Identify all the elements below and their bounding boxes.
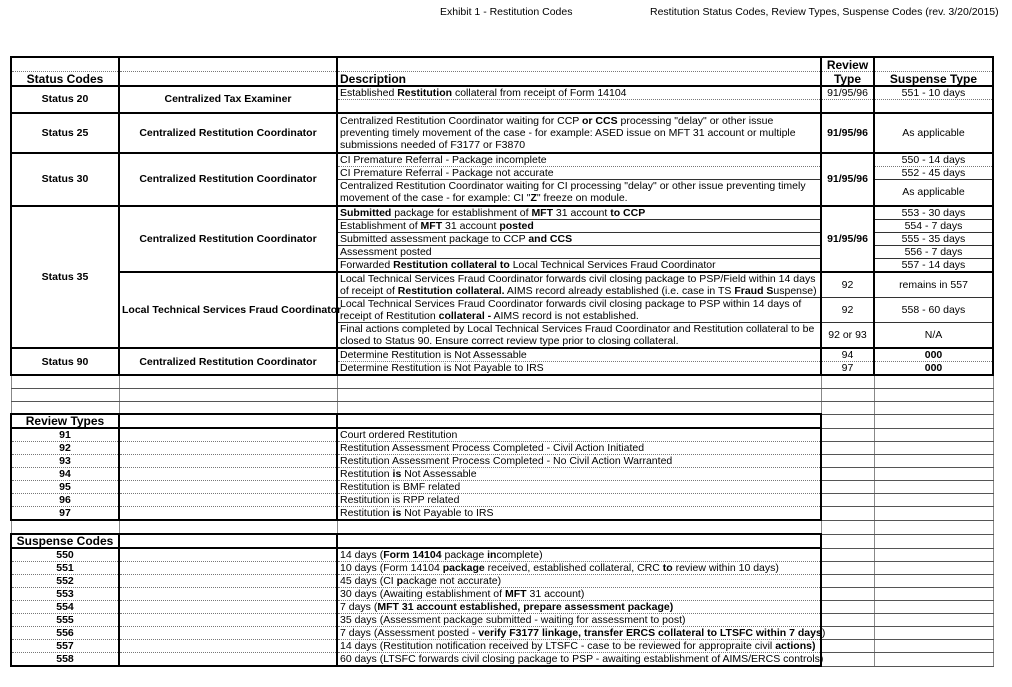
review-type: 92	[821, 298, 874, 323]
text-run: 31 account)	[526, 588, 585, 600]
review-types-row	[11, 468, 993, 481]
text-run: Forwarded	[340, 259, 394, 271]
code-description	[337, 468, 821, 481]
empty-cell	[874, 414, 993, 428]
empty-cell	[874, 455, 993, 468]
text-run: 31 account	[442, 220, 500, 232]
empty-cell	[874, 601, 993, 614]
suspense-type: As applicable	[874, 179, 993, 206]
text-run: to CCP	[610, 207, 646, 219]
empty-cell	[874, 401, 993, 414]
suspense-type: N/A	[874, 323, 993, 349]
suspense-type: 556 - 7 days	[874, 246, 993, 259]
text-run: package for establishment of	[391, 207, 532, 219]
status-code: Status 20	[11, 86, 119, 113]
empty-cell	[821, 494, 874, 507]
suspense-type: 558 - 60 days	[874, 298, 993, 323]
empty-cell	[337, 375, 821, 388]
text-run: actions)	[775, 640, 816, 652]
text-run: 7 days (	[340, 601, 378, 613]
empty-cell	[119, 601, 337, 614]
text-run: Assessment	[340, 246, 398, 258]
text-run: " freeze on module.	[536, 192, 628, 205]
responsible-role: Local Technical Services Fraud Coordinator	[119, 272, 337, 348]
review-type: 92 or 93	[821, 323, 874, 349]
suspense-type: 553 - 30 days	[874, 206, 993, 220]
code-description	[337, 494, 821, 507]
suspense-type: 551 - 10 days	[874, 86, 993, 100]
empty-cell	[119, 481, 337, 494]
suspense-codes-title-row	[11, 534, 993, 548]
empty-cell	[119, 548, 337, 562]
empty-cell	[874, 534, 993, 548]
empty-cell	[874, 640, 993, 653]
suspense-codes-row	[11, 653, 993, 667]
text-run: assessment package to CCP	[387, 233, 529, 245]
code-description	[337, 614, 821, 627]
description	[337, 179, 821, 206]
code: 552	[11, 575, 119, 588]
empty-cell	[821, 481, 874, 494]
text-run: Establishment of	[340, 220, 421, 232]
suspense-codes-row	[11, 575, 993, 588]
review-types-title-row	[11, 414, 993, 428]
empty-cell	[11, 388, 119, 401]
suspense-codes-row	[11, 588, 993, 601]
code: 551	[11, 562, 119, 575]
empty-cell	[119, 468, 337, 481]
empty-cell	[874, 428, 993, 442]
text-run: in	[487, 549, 497, 561]
empty-cell	[11, 375, 119, 388]
text-run: Centralized Restitution Coordinator waiting for CCP	[340, 114, 583, 127]
status-30-row	[11, 153, 993, 167]
text-run: posted	[499, 220, 534, 232]
code: 550	[11, 548, 119, 562]
text-run: AIMS record is not established.	[491, 310, 639, 322]
empty-cell	[821, 548, 874, 562]
empty-cell	[11, 520, 119, 534]
empty-cell	[821, 428, 874, 442]
description	[337, 233, 821, 246]
text-run: Restitution collateral to	[393, 259, 510, 271]
blank-row	[11, 401, 993, 414]
suspense-type: 550 - 14 days	[874, 153, 993, 167]
header-spacer	[119, 57, 337, 71]
text-run: MFT 31 account established, prepare assessment package)	[377, 601, 674, 613]
text-run: MFT	[420, 220, 443, 232]
empty-cell	[821, 588, 874, 601]
empty-cell	[11, 401, 119, 414]
code: 93	[11, 455, 119, 468]
restitution-codes-sheet	[10, 56, 992, 667]
suspense-type: As applicable	[874, 113, 993, 153]
text-run: review within 10 days)	[672, 562, 779, 574]
text-run: Restitution Assessment Process Completed - Civil Action Initiated	[340, 442, 645, 454]
responsible-role: Centralized Restitution Coordinator	[119, 113, 337, 153]
empty-cell	[874, 520, 993, 534]
empty-cell	[119, 653, 337, 667]
text-run: Not Assessable	[401, 468, 477, 480]
text-run: MFT	[504, 588, 527, 600]
section-title: Suspense Codes	[11, 534, 119, 548]
text-run: Submitted	[340, 207, 392, 219]
review-type: 94	[821, 348, 874, 362]
review-types-row	[11, 481, 993, 494]
code-description	[337, 562, 821, 575]
header-row	[11, 71, 993, 86]
header-spacer	[874, 57, 993, 71]
empty-cell	[119, 520, 337, 534]
text-run: verify F3177 linkage, transfer ERCS collateral to LTSFC within 7 days	[478, 627, 822, 639]
suspense-codes-row	[11, 627, 993, 640]
status-35-row	[11, 272, 993, 298]
text-run: 45 days (CI	[340, 575, 397, 587]
empty-cell	[821, 442, 874, 455]
text-run: Restitution Assessment Process Completed - No Civil Action Warranted	[340, 455, 673, 467]
empty-cell	[119, 494, 337, 507]
responsible-role: Centralized Restitution Coordinator	[119, 153, 337, 207]
review-types-row	[11, 442, 993, 455]
status-code: Status 90	[11, 348, 119, 375]
empty-cell	[119, 640, 337, 653]
text-run: Restitution is RPP related	[340, 494, 460, 506]
empty-cell	[119, 442, 337, 455]
code: 554	[11, 601, 119, 614]
empty-cell	[874, 375, 993, 388]
suspense-type: 557 - 14 days	[874, 259, 993, 273]
empty-cell	[821, 601, 874, 614]
code: 96	[11, 494, 119, 507]
empty-cell	[874, 388, 993, 401]
code: 91	[11, 428, 119, 442]
empty-cell	[119, 588, 337, 601]
text-run: CI Premature Referral - Package not accurate	[340, 166, 554, 179]
review-type: 91/95/96	[821, 113, 874, 153]
code: 553	[11, 588, 119, 601]
suspense-type: 000	[874, 348, 993, 362]
text-run: processing "delay" or other issue preventing timely movement of the case - for example: ASED issue on MFT 31 account or multiple submissions needed of F3177 or F3870	[340, 114, 796, 151]
text-run: Local Technical Services Fraud Coordinator forwards civil closing package to PSP within 14 days of receipt of Restitution	[340, 298, 802, 322]
description	[337, 220, 821, 233]
description	[337, 113, 821, 153]
suspense-codes-row	[11, 562, 993, 575]
empty-cell	[874, 468, 993, 481]
status-35-row	[11, 206, 993, 220]
description	[337, 348, 821, 362]
exhibit-title: Exhibit 1 - Restitution Codes	[440, 6, 573, 18]
empty-cell	[119, 388, 337, 401]
review-type: 97	[821, 362, 874, 376]
empty-cell	[874, 575, 993, 588]
text-run: p	[396, 575, 404, 587]
review-types-row	[11, 428, 993, 442]
review-types-row	[11, 494, 993, 507]
text-run: 14 days (Restitution notification received by LTSFC - case to be reviewed for appropraite civil	[340, 640, 776, 652]
code-description	[337, 428, 821, 442]
description	[337, 272, 821, 298]
status-20-row	[11, 86, 993, 100]
text-run: Form 14104	[383, 549, 442, 561]
text-run: Determine Restitution is Not Payable to IRS	[340, 362, 544, 374]
empty-cell	[119, 414, 337, 428]
empty-cell	[821, 375, 874, 388]
empty-cell	[821, 455, 874, 468]
empty-cell	[119, 507, 337, 521]
review-type-header-line2: Type	[821, 71, 874, 86]
suspense-codes-row	[11, 640, 993, 653]
text-run: 10 days (Form 14104	[340, 562, 443, 574]
text-run: )	[821, 627, 826, 639]
review-type-header-line1: Review	[821, 57, 874, 71]
empty-cell	[337, 401, 821, 414]
code-description	[337, 548, 821, 562]
role-header	[119, 71, 337, 86]
text-run: 60 days (LTSFC forwards civil closing package to PSP - awaiting establishment of AIMS/ERCS controls)	[340, 653, 824, 665]
empty-cell	[119, 401, 337, 414]
empty-cell	[119, 575, 337, 588]
empty-cell	[821, 468, 874, 481]
responsible-role: Centralized Tax Examiner	[119, 86, 337, 113]
text-run: Submitted	[340, 233, 388, 245]
code-description	[337, 575, 821, 588]
empty-cell	[821, 614, 874, 627]
code: 556	[11, 627, 119, 640]
empty-cell	[119, 428, 337, 442]
text-run: AIMS record already established (i.e. case in TS	[504, 285, 735, 297]
empty-cell	[874, 588, 993, 601]
suspense-type: remains in 557	[874, 272, 993, 298]
empty-cell	[821, 562, 874, 575]
empty-cell	[119, 627, 337, 640]
suspense-codes-row	[11, 614, 993, 627]
text-run: Determine Restitution is Not Assessable	[340, 349, 527, 361]
text-run: 30 days (Awaiting establishment of	[340, 588, 505, 600]
empty-cell	[821, 534, 874, 548]
empty-cell	[119, 455, 337, 468]
header-row-top	[11, 57, 993, 71]
review-types-row	[11, 507, 993, 521]
text-run: Local Technical Services Fraud Coordinator	[509, 259, 716, 271]
code-description	[337, 442, 821, 455]
text-run: 35 days (Assessment package submitted - waiting for assessment to post)	[340, 614, 686, 626]
empty-cell	[874, 507, 993, 521]
text-run: MFT	[531, 207, 554, 219]
review-types-row	[11, 455, 993, 468]
status-code: Status 30	[11, 153, 119, 207]
suspense-type: 000	[874, 362, 993, 376]
section-title: Review Types	[11, 414, 119, 428]
text-run: Restitution	[340, 468, 393, 480]
review-type: 92	[821, 272, 874, 298]
text-run: collateral -	[438, 310, 492, 322]
empty-cell	[874, 494, 993, 507]
empty-cell	[119, 534, 337, 548]
text-run: Restitution collateral.	[397, 285, 505, 297]
blank-row	[11, 388, 993, 401]
blank-row	[11, 375, 993, 388]
empty-cell	[821, 640, 874, 653]
suspense-codes-row	[11, 601, 993, 614]
suspense-codes-row	[11, 548, 993, 562]
empty-cell	[337, 388, 821, 401]
text-run: 31 account	[553, 207, 611, 219]
empty-cell	[821, 414, 874, 428]
description	[337, 362, 821, 376]
code-description	[337, 653, 824, 667]
code-description	[337, 588, 821, 601]
text-run: 7 days (Assessment posted -	[340, 627, 479, 639]
code: 97	[11, 507, 119, 521]
description	[337, 259, 821, 273]
text-run: Court ordered Restitution	[340, 429, 458, 441]
empty-cell	[337, 414, 821, 428]
empty-cell	[874, 562, 993, 575]
code-description	[337, 601, 821, 614]
responsible-role: Centralized Restitution Coordinator	[119, 348, 337, 375]
blank-row	[11, 520, 993, 534]
review-type: 91/95/96	[821, 153, 874, 207]
description	[337, 100, 821, 113]
text-run: Z	[530, 192, 537, 205]
code-description	[337, 455, 821, 468]
code: 92	[11, 442, 119, 455]
empty-cell	[874, 614, 993, 627]
code: 95	[11, 481, 119, 494]
empty-cell	[874, 627, 993, 640]
status-code: Status 25	[11, 113, 119, 153]
text-run: package	[442, 562, 485, 574]
empty-cell	[821, 520, 874, 534]
description	[337, 153, 821, 167]
status-codes-header: Status Codes	[11, 71, 119, 86]
review-type	[821, 100, 874, 113]
text-run: 14 days (	[340, 549, 384, 561]
table-body	[11, 57, 993, 666]
code: 555	[11, 614, 119, 627]
text-run: CI Premature Referral - Package incomplete	[340, 153, 547, 166]
text-run: posted	[397, 246, 432, 258]
code: 558	[11, 653, 119, 667]
review-type: 91/95/96	[821, 206, 874, 272]
text-run: to	[662, 562, 673, 574]
suspense-type: 554 - 7 days	[874, 220, 993, 233]
text-run: Final actions completed by Local Technical Services Fraud Coordinator and Restitution collateral to be closed to Status 90. Ensure correct review type prior to closing collateral.	[340, 323, 815, 347]
empty-cell	[119, 614, 337, 627]
text-run: and CCS	[528, 233, 573, 245]
text-run: Established	[340, 87, 398, 99]
text-run: Local Technical Services Fraud Coordinator forwards civil closing package to PSP/Field within 14 days of receipt of	[340, 273, 816, 297]
header-spacer	[337, 57, 821, 71]
code-description	[337, 507, 821, 521]
description	[337, 166, 821, 179]
text-run: or CCS	[582, 114, 618, 127]
description	[337, 298, 821, 323]
empty-cell	[119, 375, 337, 388]
text-run: Fraud S	[734, 285, 774, 297]
description	[337, 206, 821, 220]
text-run: ackage not accurate)	[403, 575, 502, 587]
description-header: Description	[337, 71, 821, 86]
suspense-type: 552 - 45 days	[874, 166, 993, 179]
empty-cell	[874, 442, 993, 455]
code-description	[337, 640, 821, 653]
text-run: collateral from receipt of Form 14104	[452, 87, 627, 99]
responsible-role: Centralized Restitution Coordinator	[119, 206, 337, 272]
restitution-codes-table	[10, 56, 994, 667]
empty-cell	[821, 627, 874, 640]
empty-cell	[337, 520, 821, 534]
text-run: is	[392, 468, 402, 480]
empty-cell	[821, 401, 874, 414]
code-description	[337, 481, 821, 494]
code: 557	[11, 640, 119, 653]
empty-cell	[874, 548, 993, 562]
status-code: Status 35	[11, 206, 119, 348]
text-run: Restitution	[397, 87, 453, 99]
empty-cell	[337, 534, 821, 548]
text-run: complete)	[496, 549, 543, 561]
text-run: package	[441, 549, 488, 561]
status-90-row	[11, 348, 993, 362]
empty-cell	[874, 481, 993, 494]
text-run: Restitution is BMF related	[340, 481, 461, 493]
suspense-type-header: Suspense Type	[874, 71, 993, 86]
empty-cell	[821, 575, 874, 588]
empty-cell	[821, 388, 874, 401]
document-subtitle: Restitution Status Codes, Review Types, Suspense Codes (rev. 3/20/2015)	[650, 6, 999, 18]
text-run: is	[392, 507, 402, 519]
suspense-type	[874, 100, 993, 113]
empty-cell	[874, 653, 993, 667]
status-25-row	[11, 113, 993, 153]
description	[337, 86, 821, 100]
review-type: 91/95/96	[821, 86, 874, 100]
text-run: Restitution	[340, 507, 393, 519]
header-spacer	[11, 57, 119, 71]
description	[337, 323, 821, 349]
empty-cell	[119, 562, 337, 575]
text-run: uspense)	[773, 285, 817, 297]
text-run: Centralized Restitution Coordinator waiting for CI processing "delay" or other issue preventing timely movement of the case - for example: CI "	[340, 180, 806, 205]
empty-cell	[821, 507, 874, 521]
empty-cell	[821, 653, 874, 667]
text-run: received, established collateral, CRC	[484, 562, 663, 574]
code: 94	[11, 468, 119, 481]
suspense-type: 555 - 35 days	[874, 233, 993, 246]
code-description	[337, 627, 826, 640]
description	[337, 246, 821, 259]
text-run: Not Payable to IRS	[401, 507, 494, 519]
